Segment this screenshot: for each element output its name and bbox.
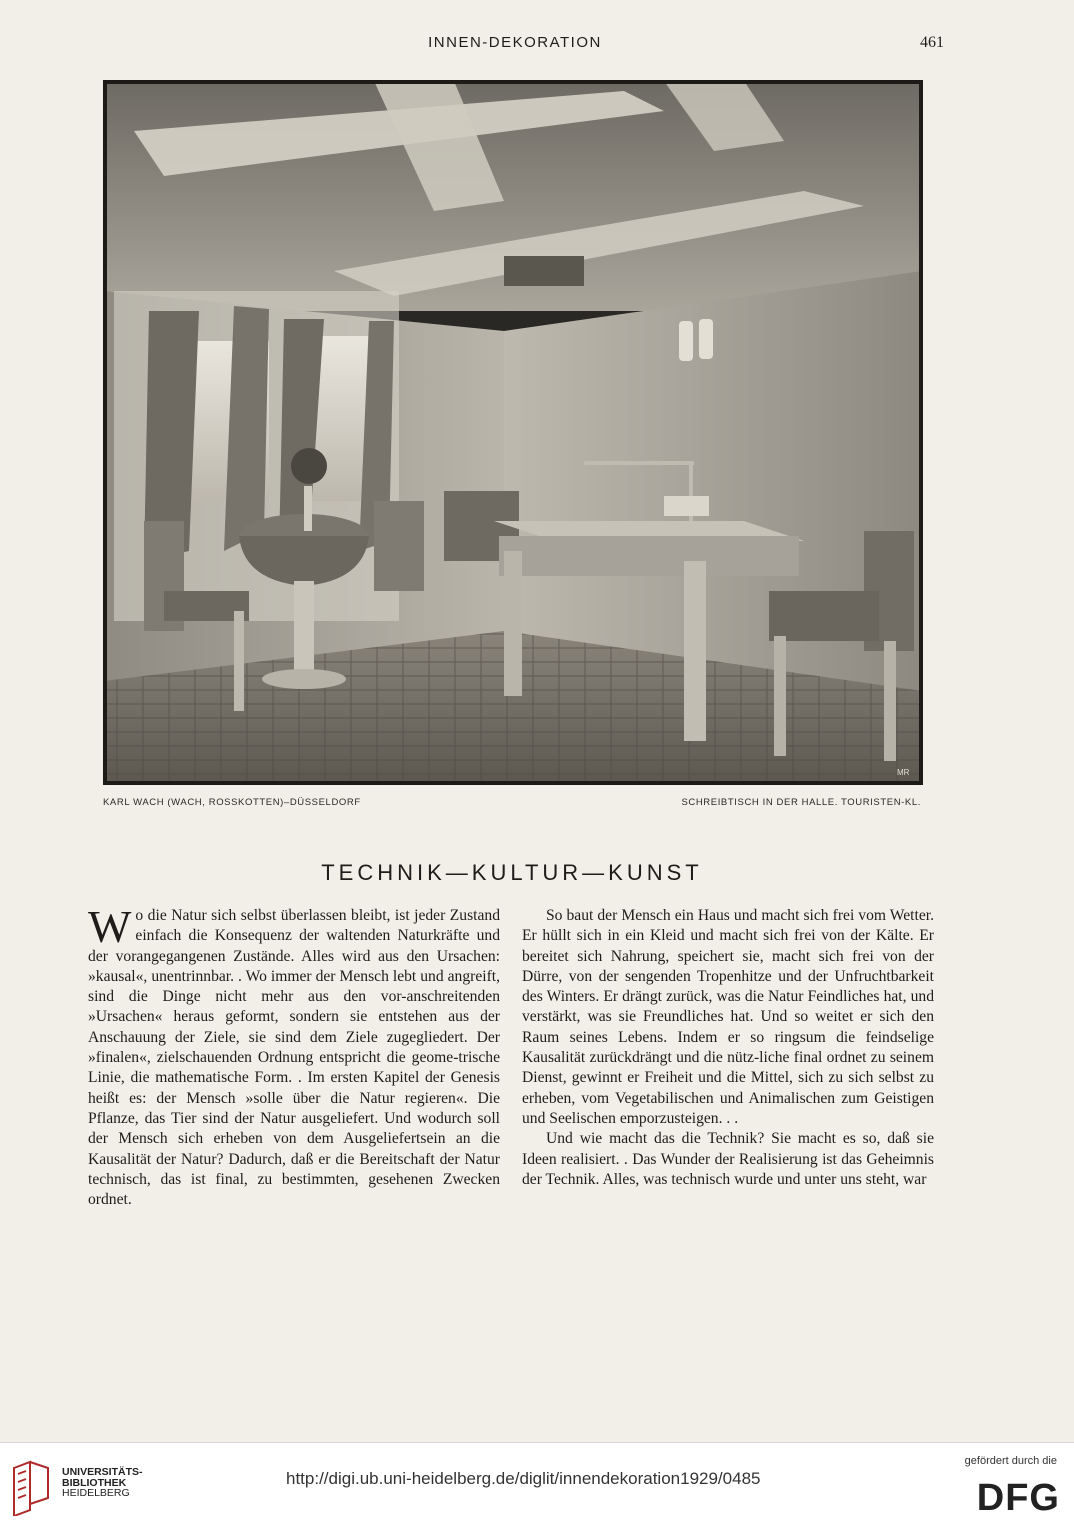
photo-credit-caption: KARL WACH (WACH, ROSSKOTTEN)–DÜSSELDORF xyxy=(103,797,361,808)
paragraph-left-text: o die Natur sich selbst überlassen bleibt, ist jeder Zustand einfach die Konsequenz der waltenden Naturkräfte und der vorangegangenen Zustände. Alles wird aus den Ursachen: »kausal«, unentrinnbar. . Wo immer der Mensch lebt und angreift, sind die Dinge nicht mehr aus den vor-anschreitenden »Ursachen« heraus geformt, sondern sie entstehen aus der Anschauung der Ziele, sie sind dem Ziele zugegliedert. Der »finalen«, zielschauenden Ordnung entspricht die geome-trische Linie, die mathematische Form. . Im ersten Kapitel der Genesis heißt es: der Mensch »solle über die Natur regieren«. Die Pflanze, das Tier sind der Natur ausgeliefert. Und wodurch soll der Mensch sich erheben von dem Ausgeliefertsein an die Kausalität der Natur? Dadurch, daß er die Bereitschaft der Natur technisch, das ist final, zu bestimmten, gesehenen Zwecken ordnet. xyxy=(88,907,500,1209)
paragraph-right-1: So baut der Mensch ein Haus und macht sich frei vom Wetter. Er hüllt sich in ein Kleid und macht sich frei von der Kälte. Er bereitet sich Nahrung, speichert sie, macht sich frei von der Dürre, von der sengenden Tropenhitze und der Unfruchtbarkeit des Winters. Er drängt zurück, was die Natur Feindliches hat, und verstärkt, was sie Freundliches hat. Und so weitet er sich den Raum seines Lebens. Indem er so ringsum die feindselige Kausalität zurückdrängt und die nütz-liche final ordnet zu seinem Dienst, gewinnt er Freiheit und die Mittel, sich zu sich selbst zu erheben, vom Vegetabilischen und Animalischen zum Geistigen und Seelischen emporzusteigen. . . xyxy=(522,907,934,1127)
interior-photo-illustration xyxy=(104,81,922,784)
photo-monogram: MR xyxy=(897,768,910,777)
university-library-logo-icon xyxy=(10,1458,52,1516)
library-name-line3: HEIDELBERG xyxy=(62,1487,130,1499)
running-head xyxy=(0,34,1074,54)
text-column-left xyxy=(88,901,500,1210)
photo-title-caption: SCHREIBTISCH IN DER HALLE. TOURISTEN-KL. xyxy=(681,797,921,808)
paragraph-left xyxy=(88,901,500,1210)
funded-by-label: gefördert durch die xyxy=(964,1455,1057,1467)
page-number: 461 xyxy=(920,34,944,51)
running-title: INNEN-DEKORATION xyxy=(428,34,602,51)
interior-photograph xyxy=(103,80,923,785)
library-name-line1: UNIVERSITÄTS- xyxy=(62,1466,143,1478)
text-column-right xyxy=(522,906,934,1190)
library-name xyxy=(62,1467,143,1499)
digitization-footer xyxy=(0,1442,1074,1524)
drop-cap: W xyxy=(88,901,132,952)
dfg-logo: DFG xyxy=(976,1477,1060,1519)
article-title: TECHNIK—KULTUR—KUNST xyxy=(321,860,703,885)
source-url-link[interactable]: http://digi.ub.uni-heidelberg.de/diglit/innendekoration1929/0485 xyxy=(286,1469,761,1488)
library-name-line2: BIBLIOTHEK xyxy=(62,1476,127,1489)
paragraph-right-2: Und wie macht das die Technik? Sie macht es so, daß sie Ideen realisiert. . Das Wunder der Realisierung ist das Geheimnis der Technik. Alles, was technisch wurde und unter uns steht, war xyxy=(522,1130,934,1188)
